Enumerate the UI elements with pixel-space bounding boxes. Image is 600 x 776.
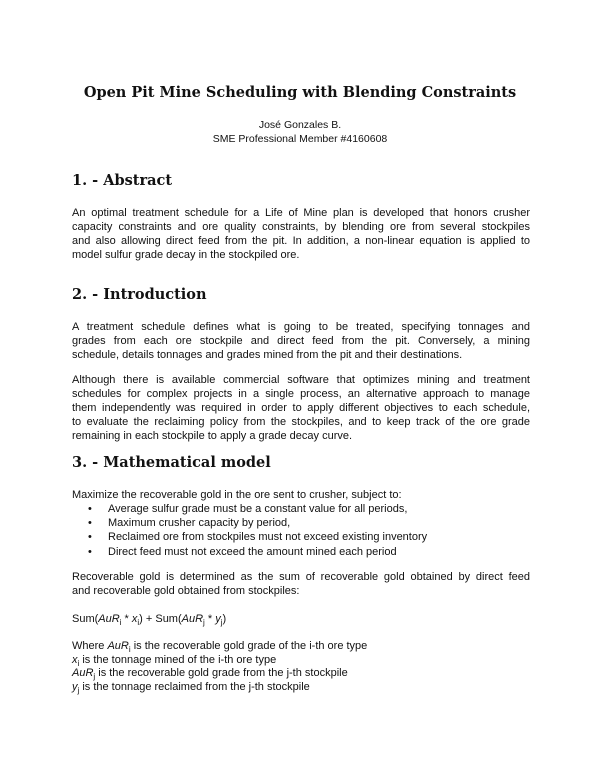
formula-variable: AuR xyxy=(181,613,204,625)
definition-text: is the tonnage mined of the i-th ore type xyxy=(79,653,277,666)
list-item: • Average sulfur grade must be a constant value for all periods, xyxy=(72,502,427,516)
text-line: remaining in each stockpile to apply a grade decay curve. xyxy=(72,430,353,442)
formula-subscript: j xyxy=(220,618,223,628)
formula-subscript: j xyxy=(203,618,205,628)
objective-formula xyxy=(72,612,226,626)
introduction-paragraph-2 xyxy=(72,373,530,443)
text-line: schedule, details tonnages and grades mined from the pit and their destinations. xyxy=(72,349,463,361)
section-heading-introduction: 2. - Introduction xyxy=(72,286,207,303)
text-line: and also allowing direct feed from the pit. In addition, a non-linear equation is applied to xyxy=(72,235,530,247)
text-line: them independently was required in order to apply different objectives to each schedule, xyxy=(72,402,530,414)
definition-variable: x xyxy=(72,653,78,666)
author-affiliation: SME Professional Member #4160608 xyxy=(212,133,388,145)
section-heading-mathematical-model: 3. - Mathematical model xyxy=(72,454,271,471)
definition-row xyxy=(72,667,367,681)
formula-text: * xyxy=(121,613,132,625)
variable-definitions xyxy=(72,640,367,694)
formula-text: Sum( xyxy=(72,613,99,625)
definition-subscript: j xyxy=(93,672,96,682)
introduction-paragraph-1 xyxy=(72,320,530,362)
definition-variable: AuR xyxy=(72,667,94,679)
text-line: and recoverable gold obtained from stockpiles: xyxy=(72,585,300,597)
formula-text: * xyxy=(204,613,216,625)
list-item: • Direct feed must not exceed the amount mined each period xyxy=(72,545,427,559)
formula-variable: x xyxy=(131,613,138,625)
definition-prefix: Where xyxy=(72,640,108,652)
recoverable-gold-paragraph xyxy=(72,570,530,598)
definition-subscript: i xyxy=(77,658,80,668)
text-line: A treatment schedule defines what is going to be treated, specifying tonnages and xyxy=(72,321,530,333)
text-line: Recoverable gold is determined as the sum of recoverable gold obtained by direct feed xyxy=(72,571,530,583)
definition-row xyxy=(72,640,367,654)
text-line: An optimal treatment schedule for a Life of Mine plan is developed that honors crusher xyxy=(72,207,530,219)
definition-text: is the tonnage reclaimed from the j-th stockpile xyxy=(79,680,310,693)
text-line: schedules for complex projects in a single process, an alternative approach to manage xyxy=(72,388,530,400)
text-line: grades from each ore stockpile and direct feed from the pit. Conversely, a mining xyxy=(72,335,530,347)
text-line: to evaluate the reclaiming policy from the stockpiles, and to keep track of the ore grade xyxy=(72,416,530,428)
author-block xyxy=(0,118,600,146)
formula-text: ) xyxy=(222,613,227,625)
definition-variable: y xyxy=(72,680,78,693)
author-name: José Gonzales B. xyxy=(258,119,342,131)
abstract-paragraph xyxy=(72,206,530,262)
definition-row xyxy=(72,681,367,695)
paper-title: Open Pit Mine Scheduling with Blending Constraints xyxy=(83,84,517,101)
definition-row xyxy=(72,654,367,668)
constraint-list xyxy=(72,502,427,559)
definition-subscript: i xyxy=(128,645,131,655)
definition-text: is the recoverable gold grade from the j-th stockpile xyxy=(95,667,348,679)
section-heading-abstract: 1. - Abstract xyxy=(72,172,173,189)
formula-variable: AuR xyxy=(98,613,120,625)
definition-text: is the recoverable gold grade of the i-th ore type xyxy=(130,640,368,652)
formula-subscript: i xyxy=(119,618,122,628)
text-line: capacity constraints and ore quality constraints, by blending ore from several stockpiles xyxy=(72,221,530,233)
definition-subscript: j xyxy=(77,685,80,695)
definition-variable: AuR xyxy=(107,640,129,652)
formula-variable: y xyxy=(215,613,221,625)
text-line: model sulfur grade decay in the stockpiled ore. xyxy=(72,249,300,261)
list-item: • Maximum crusher capacity by period, xyxy=(72,516,427,530)
formula-subscript: i xyxy=(137,618,140,628)
formula-text: ) + Sum( xyxy=(139,613,182,625)
list-item: • Reclaimed ore from stockpiles must not exceed existing inventory xyxy=(72,530,427,544)
model-intro: Maximize the recoverable gold in the ore sent to crusher, subject to: xyxy=(72,489,402,501)
text-line: Although there is available commercial software that optimizes mining and treatment xyxy=(72,374,530,386)
